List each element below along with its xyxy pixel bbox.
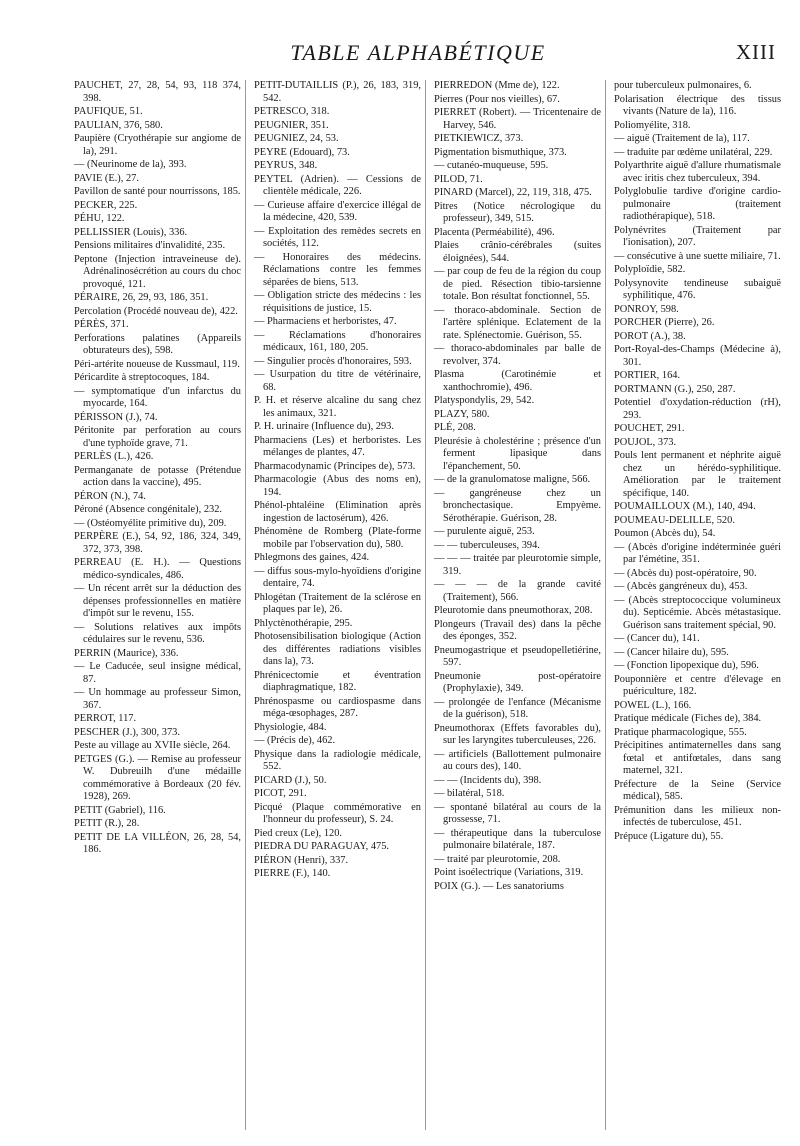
index-entry: POUCHET, 291.	[614, 423, 685, 434]
index-entry: Plaies crânio-cérébrales (suites éloignées), 544.	[434, 240, 601, 264]
index-entry: POUJOL, 373.	[614, 436, 677, 448]
index-entry: — Solutions relatives aux impôts cédulaires sur le revenu, 536.	[74, 621, 241, 645]
index-entry: pour tuberculeux pulmonaires, 6.	[614, 80, 752, 91]
index-entry: Pavillon de santé pour nourrissons, 185.	[74, 186, 241, 197]
index-entry: Peptone (Injection intraveineuse de). Adrénalinosécrétion au cours du choc provoqué, 121.	[74, 253, 241, 290]
index-entry: PÉHU, 122.	[74, 213, 125, 224]
index-entry: P. H. urinaire (Influence du), 293.	[254, 421, 394, 432]
index-entry: PETIT (R.), 28.	[74, 818, 140, 829]
index-entry: Pigmentation bismuthique, 373.	[434, 146, 567, 158]
index-entry: PICOT, 291.	[254, 788, 307, 799]
index-entry: Phlegmons des gaines, 424.	[254, 552, 370, 563]
index-entry: — (Abcès d'origine indéterminée guéri par l'émétine, 351.	[614, 541, 781, 565]
index-entry: Pouls lent permanent et néphrite aiguë chez un hérédo-syphilitique. Amélioration par le traitement spécifique, 140.	[614, 450, 781, 499]
index-entry: — (Fonction lipopexique du), 596.	[614, 660, 759, 671]
index-entry: PELLISSIER (Louis), 336.	[74, 226, 188, 238]
index-entry: Photosensibilisation biologique (Action des différentes radiations visibles dans la), 73.	[254, 631, 421, 667]
index-entry: Préfecture de la Seine (Service médical), 585.	[614, 778, 781, 802]
index-entry: — Obligation stricte des médecins : les réquisitions de justice, 15.	[254, 290, 421, 314]
index-entry: PETIT DE LA VILLÉON, 26, 28, 54, 186.	[74, 831, 241, 855]
index-entry: PAVIE (E.), 27.	[74, 172, 139, 184]
index-entry: PEYRUS, 348.	[254, 160, 318, 171]
index-entry: PETGES (G.). — Remise au professeur W. Dubreuilh d'une médaille commémorative à Bordeaux (20 fév. 1928), 269.	[74, 753, 241, 802]
index-entry: Péri-artérite noueuse de Kussmaul, 119.	[74, 358, 240, 370]
index-entry: PILOD, 71.	[434, 173, 483, 185]
index-entry: PÉRÈS, 371.	[74, 319, 129, 330]
index-entry: Péritonite par perforation au cours d'une typhoïde grave, 71.	[74, 425, 241, 449]
index-entry: PÉRISSON (J.), 74.	[74, 411, 158, 423]
index-entry: PAUCHET, 27, 28, 54, 93, 118 374, 398.	[74, 80, 241, 104]
index-entry: PEUGNIEZ, 24, 53.	[254, 133, 339, 144]
index-entry: — traité par pleurotomie, 208.	[434, 853, 561, 865]
index-entry: PINARD (Marcel), 22, 119, 318, 475.	[434, 187, 592, 198]
index-entry: Poumon (Abcès du), 54.	[614, 528, 716, 539]
index-entry: — traduite par œdème unilatéral, 229.	[614, 146, 773, 158]
index-entry: Potentiel d'oxydation-réduction (rH), 293.	[614, 397, 781, 421]
index-entry: Phrénospasme ou cardiospasme dans méga-œsophages, 287.	[254, 695, 421, 719]
index-entry: — Le Caducée, seul insigne médical, 87.	[74, 661, 241, 685]
page-number: XIII	[735, 40, 776, 64]
index-entry: Pneumogastrique et pseudopelletiérine, 597.	[434, 644, 601, 668]
index-entry: Polyploïdie, 582.	[614, 264, 686, 275]
index-entry: — Un récent arrêt sur la déduction des dépenses professionnelles en matière d'impôt sur le revenu, 155.	[74, 583, 241, 619]
index-entry: P. H. et réserve alcaline du sang chez les animaux, 321.	[254, 395, 421, 419]
index-entry: Pitres (Notice nécrologique du professeur), 349, 515.	[434, 200, 601, 224]
index-entry: — Curieuse affaire d'exercice illégal de la médecine, 420, 539.	[254, 199, 421, 223]
index-entry: Péricardite à streptocoques, 184.	[74, 372, 210, 383]
index-entry: Pensions militaires d'invalidité, 235.	[74, 240, 226, 251]
index-entry: — thoraco-abdominale. Section de l'artère splénique. Eclatement de la rate. Splénectomie. Guérison, 55.	[434, 304, 601, 341]
index-entry: PÉRAIRE, 26, 29, 93, 186, 351.	[74, 292, 209, 303]
index-entry: PERPÈRE (E.), 54, 92, 186, 324, 349, 372, 373, 398.	[74, 531, 241, 555]
index-entry: — gangréneuse chez un bronchectasique. Empyème. Sérothérapie. Guérison, 28.	[434, 487, 601, 524]
index-entry: PERROT, 117.	[74, 713, 137, 724]
running-title: TABLE ALPHABÉTIQUE	[290, 40, 546, 65]
index-entry: Polysynovite tendineuse subaiguë syphilitique, 476.	[614, 277, 781, 301]
index-entry: Pleurotomie dans pneumothorax, 208.	[434, 605, 593, 616]
index-entry: — thérapeutique dans la tuberculose pulmonaire bilatérale, 187.	[434, 827, 601, 851]
index-entry: POUMAILLOUX (M.), 140, 494.	[614, 501, 756, 512]
index-entry: PORTIER, 164.	[614, 370, 681, 381]
index-entry: PIERRET (Robert). — Tricentenaire de Harvey, 546.	[434, 107, 601, 131]
index-entry: PIETKIEWICZ, 373.	[434, 133, 524, 144]
index-entry: — — tuberculeuses, 394.	[434, 539, 540, 551]
index-entry: Prémunition dans les milieux non-infectés de tuberculose, 451.	[614, 804, 781, 828]
index-entry: — (Neurinome de la), 393.	[74, 159, 187, 170]
index-entry: Pleurésie à cholestérine ; présence d'un ferment lipasique dans l'épanchement, 50.	[434, 435, 601, 472]
index-entry: Picqué (Plaque commémorative en l'honneur du professeur), S. 24.	[254, 801, 421, 825]
index-entry: Pratique pharmacologique, 555.	[614, 726, 747, 738]
index-entry: PLAZY, 580.	[434, 408, 490, 420]
index-entry: — (Abcès gangréneux du), 453.	[614, 581, 748, 592]
index-entry: Pharmacologie (Abus des noms en), 194.	[254, 474, 421, 498]
index-entry: PETIT (Gabriel), 116.	[74, 804, 166, 816]
index-entry: — bilatéral, 518.	[434, 788, 505, 799]
index-entry: Poliomyélite, 318.	[614, 119, 691, 131]
index-entry: — Pharmaciens et herboristes, 47.	[254, 316, 397, 327]
index-entry: — Usurpation du titre de vétérinaire, 68.	[254, 369, 421, 393]
index-entry: Pouponnière et centre d'élevage en puériculture, 182.	[614, 673, 781, 697]
index-entry: PIERREDON (Mme de), 122.	[434, 80, 560, 91]
index-entry: PIEDRA DU PARAGUAY, 475.	[254, 841, 390, 852]
index-entry: Paupière (Cryothérapie sur angiome de la), 291.	[74, 133, 241, 157]
index-entry: — — (Incidents du), 398.	[434, 774, 542, 786]
index-entry: PIÉRON (Henri), 337.	[254, 854, 349, 866]
index-entry: PLÉ, 208.	[434, 422, 476, 433]
index-entry: Polyglobulie tardive d'origine cardio-pulmonaire (traitement radiothérapique), 518.	[614, 186, 781, 222]
index-entry: Perforations palatines (Appareils obturateurs des), 598.	[74, 332, 241, 356]
index-entry: Peste au village au XVIIe siècle, 264.	[74, 740, 231, 751]
index-entry: — Honoraires des médecins. Réclamations contre les femmes séparées de biens, 513.	[254, 251, 421, 288]
index-entry: Phrénicectomie et éventration diaphragmatique, 182.	[254, 669, 421, 693]
index-entry: Pierres (Pour nos vieilles), 67.	[434, 93, 560, 105]
index-entry: — de la granulomatose maligne, 566.	[434, 474, 591, 485]
index-entry: PICARD (J.), 50.	[254, 774, 327, 786]
index-entry: Pharmacodynamic (Principes de), 573.	[254, 460, 416, 472]
index-entry: Physiologie, 484.	[254, 721, 327, 733]
index-entry: — (Cancer du), 141.	[614, 633, 700, 644]
index-entry: — Exploitation des remèdes secrets en sociétés, 112.	[254, 225, 421, 249]
index-entry: — prolongée de l'enfance (Mécanisme de la guérison), 518.	[434, 696, 601, 720]
index-entry: — Un hommage au professeur Simon, 367.	[74, 687, 241, 711]
index-entry: Polyarthrite aiguë d'allure rhumatismale avec iritis chez tuberculeux, 394.	[614, 160, 781, 184]
index-entry: PIERRE (F.), 140.	[254, 868, 331, 879]
index-entry: — (Cancer hilaire du), 595.	[614, 646, 729, 658]
index-entry: Pratique médicale (Fiches de), 384.	[614, 713, 762, 724]
index-column-1	[74, 80, 246, 1130]
index-entry: — artificiels (Ballottement pulmonaire au cours des), 140.	[434, 748, 601, 772]
index-entry: — thoraco-abdominales par balle de revolver, 374.	[434, 343, 601, 367]
index-entry: — symptomatique d'un infarctus du myocarde, 164.	[74, 385, 241, 409]
index-entry: Phénol-phtaléine (Elimination après ingestion de lactosérum), 426.	[254, 500, 421, 524]
index-entry: PERREAU (E. H.). — Questions médico-syndicales, 486.	[74, 557, 241, 581]
index-entry: Plasma (Carotinémie et xanthochromie), 496.	[434, 369, 601, 393]
index-entry: PEUGNIER, 351.	[254, 119, 329, 131]
index-entry: — — — de la grande cavité (Traitement), 566.	[434, 579, 601, 603]
index-entry: Précipitines antimaternelles dans sang fœtal et antifœtales, dans sang maternel, 321.	[614, 740, 781, 776]
index-entry: PORCHER (Pierre), 26.	[614, 317, 715, 328]
index-entry: Platyspondylis, 29, 542.	[434, 395, 535, 406]
index-entry: Prépuce (Ligature du), 55.	[614, 830, 724, 842]
index-entry: POROT (A.), 38.	[614, 330, 686, 342]
index-entry: — (Abcès streptococcique volumineux du). Septicémie. Abcès métastasique. Guérison sans traitement spécial, 90.	[614, 594, 781, 631]
index-entry: — purulente aiguë, 253.	[434, 526, 535, 537]
index-entry: POWEL (L.), 166.	[614, 699, 692, 711]
index-column-4	[614, 80, 781, 1130]
page-header	[60, 38, 776, 72]
index-entry: Polynévrites (Traitement par l'ionisation), 207.	[614, 224, 781, 248]
index-entry: Percolation (Procédé nouveau de), 422.	[74, 305, 238, 317]
index-entry: — aiguë (Traitement de la), 117.	[614, 133, 750, 144]
index-entry: Placenta (Perméabilité), 496.	[434, 226, 555, 238]
index-entry: Phlogétan (Traitement de la sclérose en plaques par le), 26.	[254, 591, 421, 615]
index-entry: — consécutive à une suette miliaire, 71.	[614, 250, 781, 262]
index-entry: POUMEAU-DELILLE, 520.	[614, 514, 735, 526]
index-entry: PEYRE (Edouard), 73.	[254, 146, 350, 158]
index-entry: — — — traitée par pleurotomie simple, 319.	[434, 553, 601, 577]
index-entry: POIX (G.). — Les sanatoriums	[434, 880, 564, 892]
index-entry: Point isoélectrique (Variations, 319.	[434, 867, 584, 878]
index-entry: — par coup de feu de la région du coup de pied. Résection tibio-tarsienne totale. Bon résultat fonctionnel, 55.	[434, 266, 601, 302]
index-entry: PECKER, 225.	[74, 199, 138, 211]
index-entry: Pneumothorax (Effets favorables du), sur les laryngites tuberculeuses, 226.	[434, 722, 601, 746]
index-entry: Physique dans la radiologie médicale, 552.	[254, 748, 421, 772]
index-columns	[74, 80, 781, 1130]
index-entry: — (Ostéomyélite primitive du), 209.	[74, 517, 227, 529]
index-entry: PERLÈS (L.), 426.	[74, 451, 154, 462]
index-entry: Péroné (Absence congénitale), 232.	[74, 504, 223, 515]
index-entry: — cutanéo-muqueuse, 595.	[434, 160, 549, 171]
index-entry: — Singulier procès d'honoraires, 593.	[254, 355, 412, 367]
index-entry: Plongeurs (Travail des) dans la pêche des éponges, 352.	[434, 618, 601, 642]
index-entry: PESCHER (J.), 300, 373.	[74, 726, 180, 738]
index-entry: Pied creux (Le), 120.	[254, 827, 343, 839]
index-entry: PEYTEL (Adrien). — Cessions de clientèle médicale, 226.	[254, 173, 421, 197]
index-entry: Phénomène de Romberg (Plate-forme mobile par l'observation du), 580.	[254, 526, 421, 550]
index-entry: PERRIN (Maurice), 336.	[74, 647, 179, 659]
index-entry: Pneumonie post-opératoire (Prophylaxie), 349.	[434, 670, 601, 694]
index-entry: — spontané bilatéral au cours de la grossesse, 71.	[434, 801, 601, 825]
index-entry: — diffus sous-mylo-hyoïdiens d'origine dentaire, 74.	[254, 565, 421, 589]
index-column-3	[434, 80, 606, 1130]
index-entry: PAULIAN, 376, 580.	[74, 119, 163, 131]
index-column-2	[254, 80, 426, 1130]
index-entry: PAUFIQUE, 51.	[74, 106, 143, 117]
index-entry: — Réclamations d'honoraires médicaux, 161, 180, 205.	[254, 329, 421, 353]
index-entry: Permanganate de potasse (Prétendue action dans la vaccine), 495.	[74, 464, 241, 488]
index-entry: PÉRON (N.), 74.	[74, 490, 146, 502]
index-entry: Pharmaciens (Les) et herboristes. Les mélanges de plantes, 47.	[254, 434, 421, 458]
index-entry: PORTMANN (G.), 250, 287.	[614, 383, 736, 395]
index-entry: Phlyctènothérapie, 295.	[254, 617, 353, 629]
index-entry: Port-Royal-des-Champs (Médecine à), 301.	[614, 344, 781, 368]
index-entry: Polarisation électrique des tissus vivants (Nature de la), 116.	[614, 93, 781, 117]
index-entry: — (Précis de), 462.	[254, 735, 336, 746]
index-entry: — (Abcès du) post-opératoire, 90.	[614, 567, 757, 579]
index-entry: PETIT-DUTAILLIS (P.), 26, 183, 319, 542.	[254, 80, 421, 104]
index-entry: PONROY, 598.	[614, 303, 679, 315]
index-entry: PETRESCO, 318.	[254, 106, 330, 117]
